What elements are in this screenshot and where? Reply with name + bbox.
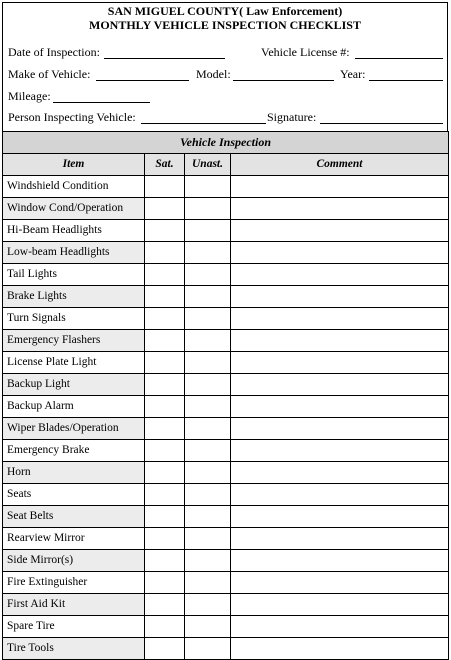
unast-cell[interactable]	[185, 528, 231, 550]
comment-cell[interactable]	[231, 352, 449, 374]
table-row	[3, 352, 449, 374]
unast-cell[interactable]	[185, 198, 231, 220]
make-of-vehicle-label: Make of Vehicle:	[8, 67, 91, 81]
table-row	[3, 484, 449, 506]
column-header-row	[3, 154, 449, 176]
comment-cell[interactable]	[231, 330, 449, 352]
item-cell: License Plate Light	[3, 352, 145, 374]
unast-cell[interactable]	[185, 506, 231, 528]
item-cell: Tire Tools	[3, 638, 145, 660]
table-row	[3, 528, 449, 550]
unast-cell[interactable]	[185, 242, 231, 264]
item-cell: Windshield Condition	[3, 176, 145, 198]
signature-label: Signature:	[267, 110, 317, 124]
table-row	[3, 198, 449, 220]
item-cell: Fire Extinguisher	[3, 572, 145, 594]
comment-cell[interactable]	[231, 550, 449, 572]
unast-cell[interactable]	[185, 572, 231, 594]
item-cell: Wiper Blades/Operation	[3, 418, 145, 440]
sat-cell[interactable]	[145, 374, 185, 396]
item-cell: Seats	[3, 484, 145, 506]
comment-cell[interactable]	[231, 638, 449, 660]
unast-cell[interactable]	[185, 286, 231, 308]
table-row	[3, 616, 449, 638]
table-row	[3, 594, 449, 616]
item-cell: First Aid Kit	[3, 594, 145, 616]
table-row	[3, 176, 449, 198]
unast-cell[interactable]	[185, 176, 231, 198]
table-row	[3, 440, 449, 462]
model-label: Model:	[196, 67, 231, 81]
sat-cell[interactable]	[145, 286, 185, 308]
table-row	[3, 572, 449, 594]
comment-cell[interactable]	[231, 616, 449, 638]
sat-cell[interactable]	[145, 484, 185, 506]
item-cell: Seat Belts	[3, 506, 145, 528]
table-row	[3, 374, 449, 396]
sat-cell[interactable]	[145, 638, 185, 660]
form-header	[2, 2, 448, 132]
unast-cell[interactable]	[185, 330, 231, 352]
table-row	[3, 418, 449, 440]
table-row	[3, 396, 449, 418]
sat-cell[interactable]	[145, 550, 185, 572]
comment-cell[interactable]	[231, 242, 449, 264]
date-of-inspection-label: Date of Inspection:	[8, 45, 100, 59]
unast-cell[interactable]	[185, 308, 231, 330]
item-cell: Tail Lights	[3, 264, 145, 286]
mileage-field[interactable]	[53, 102, 150, 103]
sat-cell[interactable]	[145, 264, 185, 286]
table-row	[3, 286, 449, 308]
comment-cell[interactable]	[231, 264, 449, 286]
table-row	[3, 264, 449, 286]
sat-cell[interactable]	[145, 352, 185, 374]
unast-cell[interactable]	[185, 264, 231, 286]
item-cell: Window Cond/Operation	[3, 198, 145, 220]
comment-cell[interactable]	[231, 198, 449, 220]
unast-cell[interactable]	[185, 352, 231, 374]
table-row	[3, 242, 449, 264]
year-label: Year:	[340, 67, 366, 81]
item-cell: Horn	[3, 462, 145, 484]
comment-cell[interactable]	[231, 594, 449, 616]
sat-cell[interactable]	[145, 242, 185, 264]
county-title: SAN MIGUEL COUNTY( Law Enforcement)	[107, 4, 343, 18]
table-row	[3, 220, 449, 242]
comment-cell[interactable]	[231, 374, 449, 396]
unast-cell[interactable]	[185, 418, 231, 440]
table-row	[3, 330, 449, 352]
unast-cell[interactable]	[185, 484, 231, 506]
sat-cell[interactable]	[145, 440, 185, 462]
comment-cell[interactable]	[231, 440, 449, 462]
sat-cell[interactable]	[145, 396, 185, 418]
comment-cell[interactable]	[231, 418, 449, 440]
column-header-unast: Unast.	[185, 154, 231, 176]
vehicle-license-field[interactable]	[355, 58, 443, 59]
person-inspecting-label: Person Inspecting Vehicle:	[8, 110, 136, 124]
comment-cell[interactable]	[231, 220, 449, 242]
unast-cell[interactable]	[185, 396, 231, 418]
vehicle-inspection-table	[2, 131, 449, 660]
person-inspecting-field[interactable]	[141, 123, 266, 124]
item-cell: Low-beam Headlights	[3, 242, 145, 264]
item-cell: Brake Lights	[3, 286, 145, 308]
model-field[interactable]	[233, 80, 334, 81]
item-cell: Emergency Flashers	[3, 330, 145, 352]
sat-cell[interactable]	[145, 528, 185, 550]
item-cell: Side Mirror(s)	[3, 550, 145, 572]
table-row	[3, 308, 449, 330]
unast-cell[interactable]	[185, 462, 231, 484]
table-row	[3, 506, 449, 528]
unast-cell[interactable]	[185, 638, 231, 660]
sat-cell[interactable]	[145, 220, 185, 242]
sat-cell[interactable]	[145, 506, 185, 528]
table-row	[3, 550, 449, 572]
mileage-label: Mileage:	[8, 89, 51, 103]
sat-cell[interactable]	[145, 308, 185, 330]
vehicle-license-label: Vehicle License #:	[261, 45, 350, 59]
item-cell: Backup Light	[3, 374, 145, 396]
make-of-vehicle-field[interactable]	[96, 80, 189, 81]
unast-cell[interactable]	[185, 220, 231, 242]
sat-cell[interactable]	[145, 418, 185, 440]
comment-cell[interactable]	[231, 308, 449, 330]
table-row	[3, 462, 449, 484]
date-of-inspection-field[interactable]	[104, 58, 225, 59]
comment-cell[interactable]	[231, 506, 449, 528]
section-header-row	[3, 132, 449, 154]
unast-cell[interactable]	[185, 594, 231, 616]
sat-cell[interactable]	[145, 594, 185, 616]
sat-cell[interactable]	[145, 330, 185, 352]
table-row	[3, 638, 449, 660]
checklist-title: MONTHLY VEHICLE INSPECTION CHECKLIST	[89, 18, 361, 32]
signature-field[interactable]	[320, 123, 443, 124]
unast-cell[interactable]	[185, 374, 231, 396]
comment-cell[interactable]	[231, 572, 449, 594]
sat-cell[interactable]	[145, 198, 185, 220]
item-cell: Rearview Mirror	[3, 528, 145, 550]
item-cell: Emergency Brake	[3, 440, 145, 462]
item-cell: Hi-Beam Headlights	[3, 220, 145, 242]
column-header-sat: Sat.	[145, 154, 185, 176]
column-header-comment: Comment	[231, 154, 449, 176]
item-cell: Spare Tire	[3, 616, 145, 638]
unast-cell[interactable]	[185, 550, 231, 572]
comment-cell[interactable]	[231, 396, 449, 418]
unast-cell[interactable]	[185, 616, 231, 638]
comment-cell[interactable]	[231, 462, 449, 484]
comment-cell[interactable]	[231, 528, 449, 550]
item-cell: Turn Signals	[3, 308, 145, 330]
sat-cell[interactable]	[145, 572, 185, 594]
unast-cell[interactable]	[185, 440, 231, 462]
sat-cell[interactable]	[145, 462, 185, 484]
year-field[interactable]	[369, 80, 443, 81]
section-title: Vehicle Inspection	[3, 132, 449, 154]
item-cell: Backup Alarm	[3, 396, 145, 418]
comment-cell[interactable]	[231, 176, 449, 198]
comment-cell[interactable]	[231, 286, 449, 308]
column-header-item: Item	[3, 154, 145, 176]
comment-cell[interactable]	[231, 484, 449, 506]
sat-cell[interactable]	[145, 176, 185, 198]
sat-cell[interactable]	[145, 616, 185, 638]
